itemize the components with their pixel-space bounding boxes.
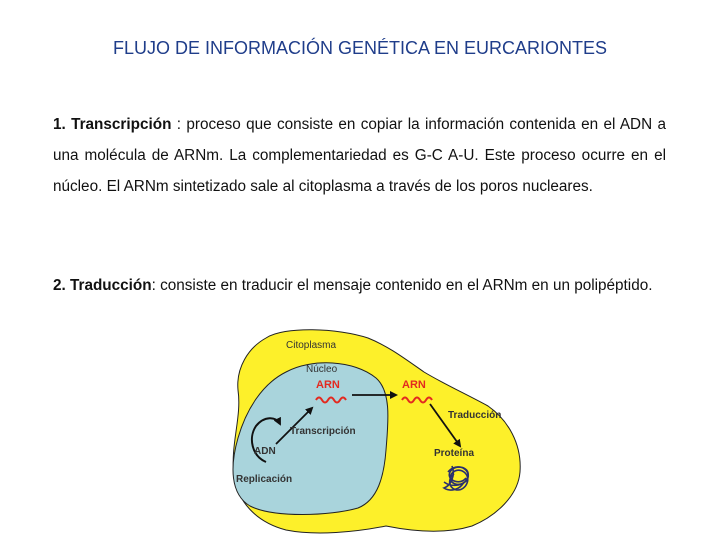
rna-nucleus-label: ARN	[316, 379, 340, 391]
replication-label: Replicación	[236, 474, 293, 485]
transcription-text: : proceso que consiste en copiar la información contenida en el ADN a una molécula de ARNm. La complementariedad es G-C A-U. Este proceso ocurre en el núcleo. El ARNm sintetizado sale al citoplasma a través de los poros nucleares.	[53, 116, 667, 195]
cytoplasm-label: Citoplasma	[286, 340, 337, 351]
protein-label: Proteína	[434, 448, 475, 459]
genetic-flow-diagram	[226, 326, 536, 538]
paragraph-transcription	[53, 109, 666, 202]
page-title: FLUJO DE INFORMACIÓN GENÉTICA EN EURCARIONTES	[112, 38, 608, 58]
dna-label: ADN	[254, 446, 276, 457]
translation-text: : consiste en traducir el mensaje contenido en el ARNm en un polipéptido.	[151, 277, 653, 294]
paragraph-translation	[53, 270, 666, 301]
nucleus-label: Núcleo	[306, 364, 338, 375]
transcription-diagram-label: Transcripción	[290, 426, 356, 437]
transcription-label: 1. Transcripción	[53, 116, 172, 133]
translation-diagram-label: Traducción	[448, 410, 502, 421]
translation-label: 2. Traducción	[53, 277, 152, 294]
rna-cytoplasm-label: ARN	[402, 379, 426, 391]
